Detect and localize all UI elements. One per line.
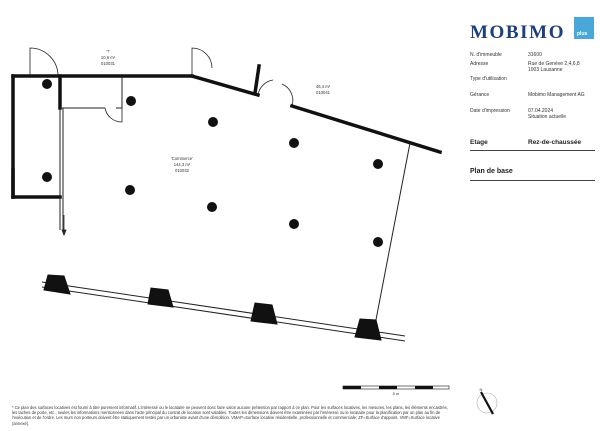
management-label: Gérance — [470, 92, 490, 98]
facade-pillar — [355, 319, 381, 340]
address-value — [528, 61, 595, 73]
usage-value — [528, 76, 595, 82]
floor-value: Rez-de-chaussée — [528, 139, 582, 146]
room-3-name: 'Commerce' — [170, 156, 194, 161]
door-swing-inner — [105, 108, 122, 122]
door-swing-top-right — [192, 48, 212, 76]
print-value — [528, 108, 595, 120]
column — [126, 96, 136, 106]
room-2-id: 010041 — [316, 90, 330, 95]
address-line-2: 1003 Lausanne — [528, 67, 563, 73]
room-2-area: 46,4 m² — [315, 84, 331, 89]
info-row-usage — [470, 76, 595, 82]
wall-angled-top — [192, 76, 258, 95]
brand-logo: MOBIMO — [470, 22, 566, 43]
column — [289, 219, 299, 229]
building-value: 31600 — [528, 52, 542, 58]
columns — [42, 79, 383, 247]
partition-inner-b — [116, 76, 122, 108]
room-1-area: 10,6 m² — [100, 55, 116, 60]
address-label: Adresse — [470, 61, 489, 67]
column — [208, 117, 218, 127]
brand-badge — [574, 17, 594, 39]
partition-right — [375, 143, 410, 325]
info-row-print — [470, 108, 595, 120]
column — [207, 202, 217, 212]
column — [373, 159, 383, 169]
scale-label: 5 m — [392, 391, 400, 396]
facade-pillar — [44, 275, 70, 294]
floor-label: Etage — [470, 139, 488, 146]
info-row-management — [470, 92, 595, 98]
print-label: Date d'impression — [470, 108, 510, 114]
compass-icon — [477, 387, 497, 414]
info-row-address — [470, 61, 595, 73]
column — [125, 185, 135, 195]
door-swing-top-left — [30, 48, 58, 76]
facade-pillar — [148, 288, 173, 307]
door-swing-double — [258, 80, 293, 106]
room-1-id: 010031 — [101, 61, 115, 66]
disclaimer-text: * Ce plan des surfaces locatives est fourni à titre purement informatif. L'intéressé ou le locataire ne peuvent donc faire valoir aucune prétention par rapport à ce plan. Pour les surfaces locatives, les mesures, les plans, les éléments encastrés, les taches de porte, etc., seules les informations mentionnées dans l'acte principal du contrat de location sont valables. Toutes les dimensions doivent être examinées par l'intéressé ou le locataire pour la planification par un plan au fin de l'exécution et de l'ordre. Les murs non porteurs doivent être statiquement testés par un urbaniste avant d'une démolition. VMAP=Surface locative résidentielle, professionnelle et commerciale; ZF=Surface d'appoint, VMF=Surface locative (annexé). — [12, 405, 448, 426]
room-1-name: '?' — [106, 49, 110, 54]
info-panel — [470, 52, 595, 123]
wall-angled-right — [292, 106, 440, 152]
floor-row — [470, 139, 595, 151]
print-date: 07.04.2024 — [528, 108, 554, 114]
column — [42, 79, 52, 89]
arrow-head — [62, 230, 66, 235]
facade-line-1 — [42, 282, 405, 336]
column — [289, 138, 299, 148]
facade-pillar — [251, 303, 277, 324]
usage-label: Type d'utilisation — [470, 76, 507, 82]
wall-stub-vertical — [255, 66, 259, 93]
info-row-building — [470, 52, 595, 58]
facade-line-2 — [42, 287, 405, 341]
column — [373, 237, 383, 247]
building-label: N. d'immeuble — [470, 52, 502, 58]
room-3-area: 144,3 m² — [173, 162, 191, 167]
room-3-id: 010032 — [175, 168, 189, 173]
plan-title: Plan de base — [470, 168, 595, 181]
print-status: Situation actuelle — [528, 114, 567, 120]
scale-bar — [343, 386, 449, 396]
column — [42, 172, 52, 182]
address-line-1: Rue de Genève 2,4,6,8 — [528, 61, 580, 67]
compass-label: N — [479, 387, 483, 392]
management-value: Mobimo Management AG — [528, 92, 585, 98]
brand-badge-text: plus — [577, 31, 588, 37]
